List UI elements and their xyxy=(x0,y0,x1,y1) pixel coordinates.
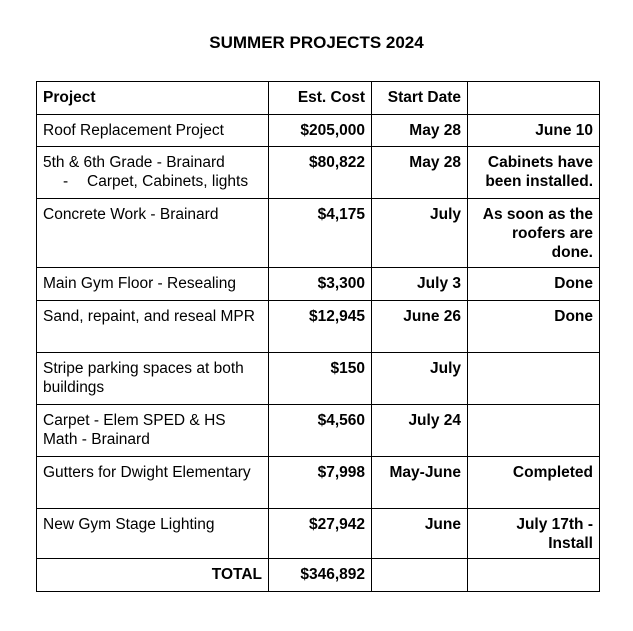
cell-cost: $4,560 xyxy=(269,405,372,457)
cell-cost: $3,300 xyxy=(269,268,372,301)
document-title: SUMMER PROJECTS 2024 xyxy=(209,33,424,52)
cell-cost: $4,175 xyxy=(269,199,372,268)
cell-notes: Done xyxy=(468,268,600,301)
cell-project: New Gym Stage Lighting xyxy=(37,509,269,559)
cell-notes: As soon as the roofers are done. xyxy=(468,199,600,268)
header-notes xyxy=(468,82,600,115)
cell-project: Stripe parking spaces at both buildings xyxy=(37,353,269,405)
cell-cost: $205,000 xyxy=(269,115,372,147)
cell-project: Gutters for Dwight Elementary xyxy=(37,457,269,509)
cell-cost: $80,822 xyxy=(269,147,372,199)
project-subitem xyxy=(43,172,262,191)
cell-notes: June 10 xyxy=(468,115,600,147)
table-row xyxy=(37,301,600,353)
total-label: TOTAL xyxy=(37,559,269,592)
table-row xyxy=(37,199,600,268)
cell-start-date: July xyxy=(372,199,468,268)
header-est-cost: Est. Cost xyxy=(269,82,372,115)
cell-start-date: July 3 xyxy=(372,268,468,301)
cell-notes: July 17th - Install xyxy=(468,509,600,559)
header-start-date: Start Date xyxy=(372,82,468,115)
cell-start-date: June xyxy=(372,509,468,559)
projects-table xyxy=(36,81,600,592)
total-notes-empty xyxy=(468,559,600,592)
table-header-row xyxy=(37,82,600,115)
cell-cost: $7,998 xyxy=(269,457,372,509)
cell-notes: Done xyxy=(468,301,600,353)
cell-start-date: May 28 xyxy=(372,147,468,199)
cell-start-date: May-June xyxy=(372,457,468,509)
table-row xyxy=(37,147,600,199)
cell-cost: $12,945 xyxy=(269,301,372,353)
cell-notes: Completed xyxy=(468,457,600,509)
cell-notes xyxy=(468,353,600,405)
cell-start-date: June 26 xyxy=(372,301,468,353)
cell-cost: $27,942 xyxy=(269,509,372,559)
table-row xyxy=(37,509,600,559)
table-row xyxy=(37,353,600,405)
table-row xyxy=(37,457,600,509)
cell-notes: Cabinets have been installed. xyxy=(468,147,600,199)
cell-start-date: July xyxy=(372,353,468,405)
table-total-row xyxy=(37,559,600,592)
header-project: Project xyxy=(37,82,269,115)
cell-start-date: July 24 xyxy=(372,405,468,457)
table-row xyxy=(37,268,600,301)
cell-start-date: May 28 xyxy=(372,115,468,147)
cell-project: Roof Replacement Project xyxy=(37,115,269,147)
cell-project: Sand, repaint, and reseal MPR xyxy=(37,301,269,353)
cell-project: Main Gym Floor - Resealing xyxy=(37,268,269,301)
total-cost: $346,892 xyxy=(269,559,372,592)
cell-project: Carpet - Elem SPED & HS Math - Brainard xyxy=(37,405,269,457)
cell-cost: $150 xyxy=(269,353,372,405)
cell-project: Concrete Work - Brainard xyxy=(37,199,269,268)
cell-notes xyxy=(468,405,600,457)
total-start-empty xyxy=(372,559,468,592)
project-name: 5th & 6th Grade - Brainard xyxy=(43,154,225,171)
table-row xyxy=(37,115,600,147)
cell-project xyxy=(37,147,269,199)
subitem-dash: - xyxy=(63,173,69,190)
subitem-text: Carpet, Cabinets, lights xyxy=(87,173,249,190)
table-row xyxy=(37,405,600,457)
